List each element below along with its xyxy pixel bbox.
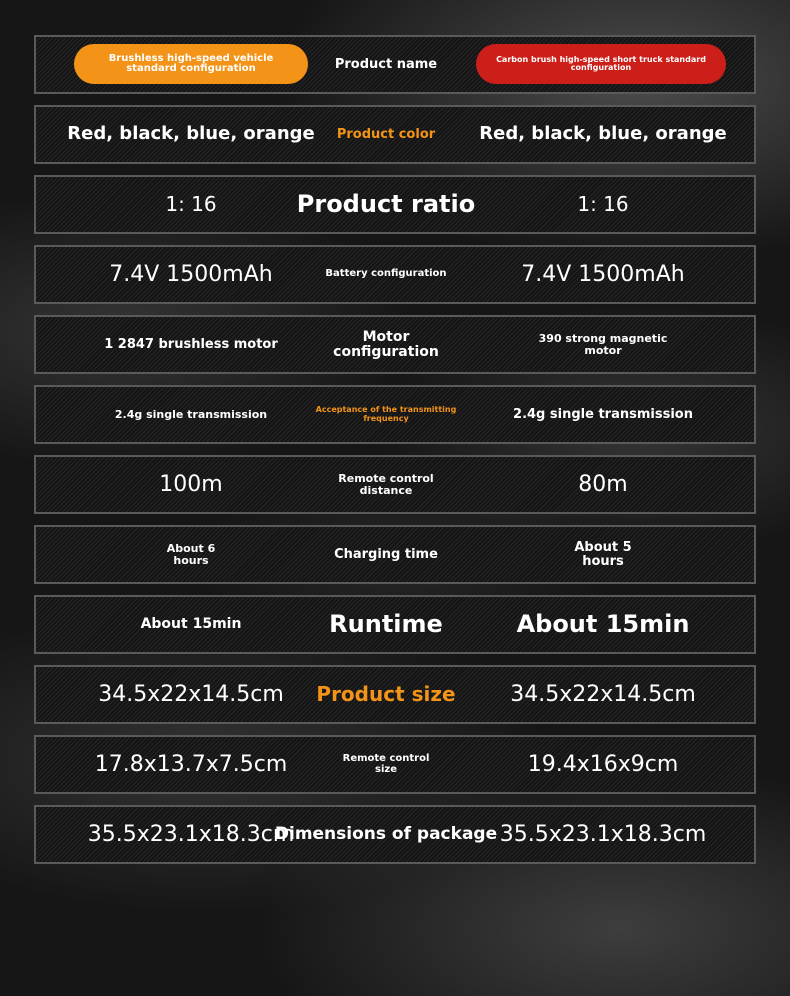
brushless-config-badge: Brushless high-speed vehicle standard configuration [74,44,308,84]
row-product-name [34,35,756,94]
product-size-label: Product size [316,682,456,706]
left-value: 1: 16 [165,192,217,216]
right-value: About 15min [516,609,690,638]
row-product-size [34,665,756,724]
row-package-dimensions [34,805,756,864]
battery-config-label: Battery configuration [325,268,447,280]
spec-comparison-table [34,35,756,875]
left-value: 17.8x13.7x7.5cm [94,751,288,777]
remote-distance-label: Remote control distance [338,471,434,497]
left-value: 2.4g single transmission [114,407,268,421]
right-value: 80m [578,471,628,497]
row-motor [34,315,756,374]
row-runtime [34,595,756,654]
right-value: 1: 16 [577,192,629,216]
right-value: 19.4x16x9cm [527,751,679,777]
left-value: Red, black, blue, orange [67,123,315,145]
row-battery [34,245,756,304]
left-value: About 15min [140,616,242,633]
right-value: 2.4g single transmission [513,406,693,422]
right-value: 34.5x22x14.5cm [510,681,696,707]
left-value: 34.5x22x14.5cm [98,681,284,707]
transmit-frequency-label: Acceptance of the transmitting frequency [315,405,457,423]
remote-size-label: Remote control size [342,753,430,775]
right-value: 7.4V 1500mAh [521,261,685,287]
right-value: 35.5x23.1x18.3cm [499,821,707,847]
left-value: 1 2847 brushless motor [104,336,278,352]
charging-time-label: Charging time [334,546,438,562]
row-remote-distance [34,455,756,514]
left-value: 100m [159,471,223,497]
runtime-label: Runtime [329,609,443,638]
product-color-label: Product color [336,126,436,142]
left-value: 35.5x23.1x18.3cm [87,821,295,847]
row-charging-time [34,525,756,584]
right-value: Red, black, blue, orange [479,123,727,145]
product-name-label: Product name [334,56,438,72]
row-remote-size [34,735,756,794]
motor-config-label: Motor configuration [333,328,439,360]
product-ratio-label: Product ratio [296,189,476,218]
carbon-brush-config-badge: Carbon brush high-speed short truck standard configuration [476,44,726,84]
row-product-color [34,105,756,164]
left-value: About 6 hours [166,541,216,567]
left-value: 7.4V 1500mAh [109,261,273,287]
right-value: About 5 hours [574,539,632,569]
row-product-ratio [34,175,756,234]
right-value: 390 strong magnetic motor [538,331,668,357]
package-dimensions-label: Dimensions of package [274,823,498,844]
row-frequency [34,385,756,444]
